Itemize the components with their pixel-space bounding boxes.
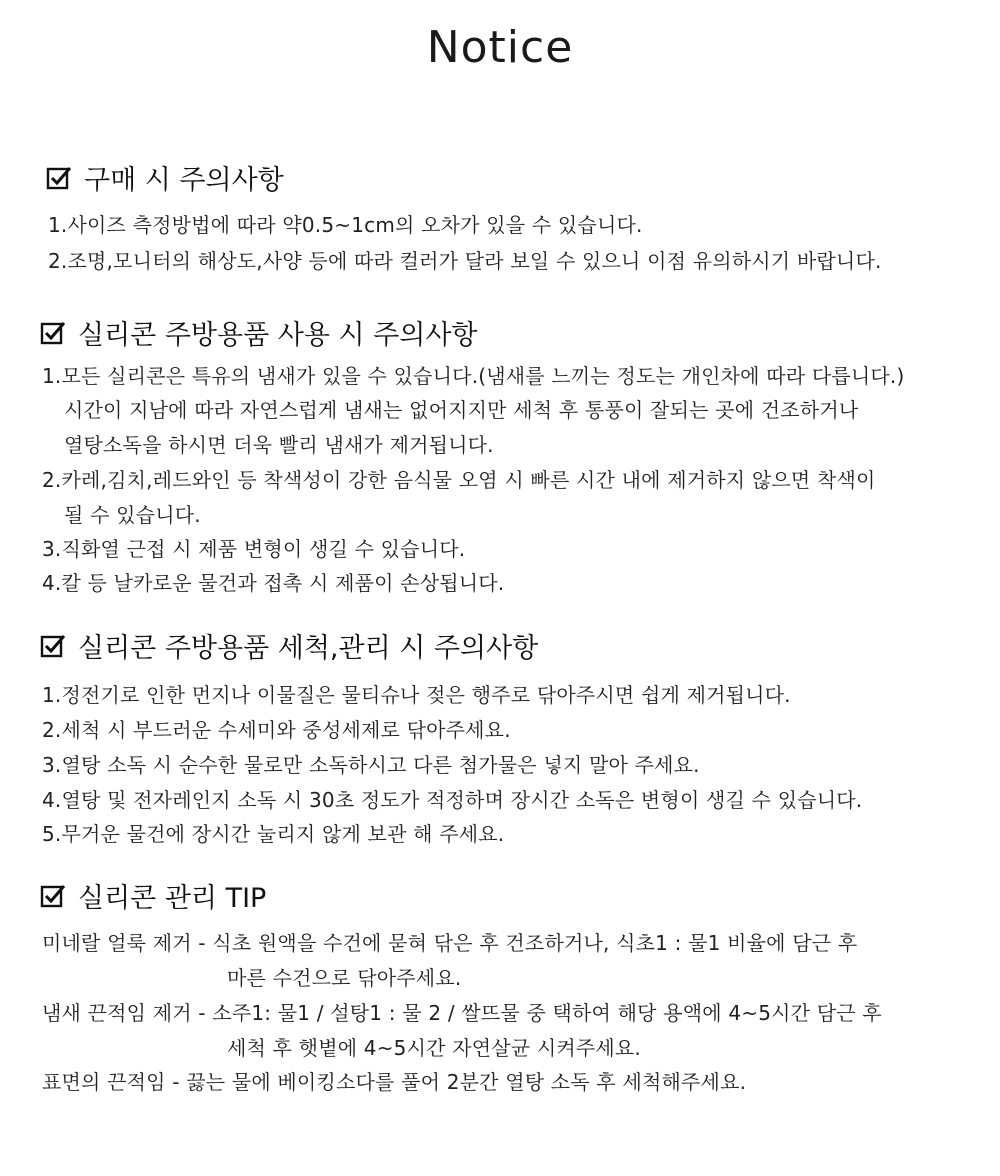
tip-item-continuation: 마른 수건으로 닦아주세요. [227, 966, 462, 990]
section-heading-cleaning [40, 626, 538, 665]
list-item: 2.조명,모니터의 해상도,사양 등에 따라 컬러가 달라 보일 수 있으니 이점 유의하시기 바랍니다. [48, 249, 882, 273]
list-item: 1.모든 실리콘은 특유의 냄새가 있을 수 있습니다.(냄새를 느끼는 정도는 개인차에 따라 다릅니다.) [42, 364, 905, 388]
tip-label: 표면의 끈적임 - [42, 1070, 187, 1094]
heading-text: 실리콘 주방용품 세척,관리 시 주의사항 [78, 633, 539, 664]
section-heading-usage [40, 313, 477, 352]
tip-label: 냄새 끈적임 제거 - [42, 1001, 213, 1025]
list-item-continuation: 될 수 있습니다. [64, 503, 201, 527]
tip-item [42, 1001, 882, 1025]
tip-description: 끓는 물에 베이킹소다를 풀어 2분간 열탕 소독 후 세척해주세요. [186, 1070, 747, 1094]
checkbox-icon [40, 320, 66, 346]
list-item-continuation: 시간이 지남에 따라 자연스럽게 냄새는 없어지지만 세척 후 통풍이 잘되는 곳에 건조하거나 [64, 398, 859, 422]
list-item: 1.사이즈 측정방법에 따라 약0.5~1cm의 오차가 있을 수 있습니다. [48, 213, 643, 237]
heading-text: 구매 시 주의사항 [84, 165, 284, 196]
section-heading-tip [40, 876, 266, 915]
section-heading-purchase [46, 158, 284, 197]
tip-item-continuation: 세척 후 햇볕에 4~5시간 자연살균 시켜주세요. [227, 1036, 641, 1060]
page-title: Notice [426, 22, 574, 73]
tip-label: 미네랄 얼룩 제거 - [42, 931, 213, 955]
list-item: 5.무거운 물건에 장시간 눌리지 않게 보관 해 주세요. [42, 822, 505, 846]
tip-description: 식초 원액을 수건에 묻혀 닦은 후 건조하거나, 식초1 : 물1 비율에 담근 후 [212, 931, 858, 955]
list-item: 4.칼 등 날카로운 물건과 접촉 시 제품이 손상됩니다. [42, 571, 505, 595]
heading-text: 실리콘 주방용품 사용 시 주의사항 [78, 320, 478, 351]
list-item: 4.열탕 및 전자레인지 소독 시 30초 정도가 적정하며 장시간 소독은 변형이 생길 수 있습니다. [42, 788, 863, 812]
checkbox-icon [46, 165, 72, 191]
tip-item [42, 931, 857, 955]
list-item: 3.직화열 근접 시 제품 변형이 생길 수 있습니다. [42, 537, 466, 561]
tip-description: 소주1: 물1 / 설탕1 : 물 2 / 쌀뜨물 중 택하여 해당 용액에 4~5시간 담근 후 [212, 1001, 882, 1025]
tip-item [42, 1070, 746, 1094]
checkbox-icon [40, 883, 66, 909]
list-item: 1.정전기로 인한 먼지나 이물질은 물티슈나 젖은 행주로 닦아주시면 쉽게 제거됩니다. [42, 683, 791, 707]
list-item-continuation: 열탕소독을 하시면 더욱 빨리 냄새가 제거됩니다. [64, 433, 494, 457]
checkbox-icon [40, 633, 66, 659]
list-item: 2.세척 시 부드러운 수세미와 중성세제로 닦아주세요. [42, 718, 511, 742]
heading-text: 실리콘 관리 TIP [78, 883, 267, 914]
list-item: 3.열탕 소독 시 순수한 물로만 소독하시고 다른 첨가물은 넣지 말아 주세요. [42, 753, 700, 777]
list-item: 2.카레,김치,레드와인 등 착색성이 강한 음식물 오염 시 빠른 시간 내에 제거하지 않으면 착색이 [42, 468, 876, 492]
